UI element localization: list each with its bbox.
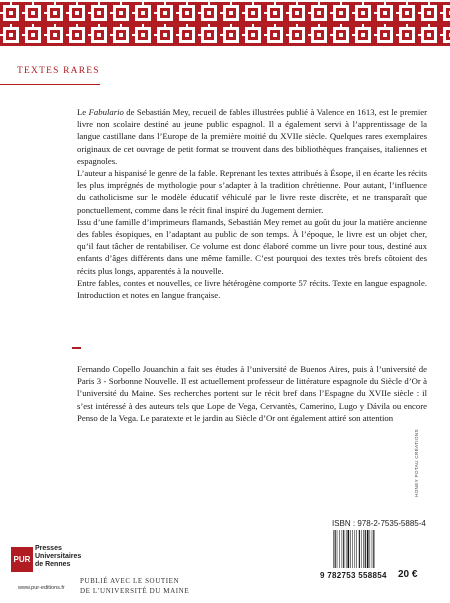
barcode-digits: 9 782753 558854 (320, 571, 387, 580)
collection-label: TEXTES RARES (17, 66, 100, 76)
author-paragraph: Fernando Copello Jouanchin a fait ses études à l’université de Buenos Aires, puis à l’université de Paris 3 - Sorbonne Nouvelle. Il est actuellement professeur de littérature espagnole du Siècle d’Or à l’université du Maine. Ses recherches portent sur le récit bref dans l’Espagne du XVIIe siècle : il s’est intéressé à des auteurs tels que Lope de Vega, Cervantès, Camerino, Lugo y Dávila ou encore Penso de la Vega. Le paratexte et le jardin au Siècle d’Or ont également attiré son attention (77, 364, 427, 423)
cover-credit: HONEY POTAU CRÉATIONS (414, 429, 419, 497)
publisher-website: www.pur-editions.fr (18, 585, 65, 591)
summary-paragraph: L’auteur a hispanisé le genre de la fable. Reprenant les textes attribués à Ésope, il en écarte les récits les plus imprégnés de mythologie pour s’adapter à la tradition chrétienne. Pour autant, l’influence du catholicisme sur le modèle éducatif véhiculé par le livre reste discrète, et ne transparaît que ponctuellement, comme dans le récit final inspiré du Jugement dernier. (77, 168, 427, 215)
author-bio (77, 363, 427, 424)
collection-rule (0, 84, 100, 85)
isbn-label: ISBN : 978-2-7535-5885-4 (332, 519, 426, 528)
price: 20 € (398, 569, 418, 580)
summary-text (77, 106, 427, 301)
publisher-logo: PUR (11, 547, 33, 572)
ornamental-pattern-band (0, 0, 450, 46)
barcode-icon (332, 530, 392, 568)
support-notice: PUBLIÉ AVEC LE SOUTIEN DE L’UNIVERSITÉ DU MAINE (80, 577, 190, 595)
publisher-name: Presses Universitaires de Rennes (35, 545, 82, 568)
summary-paragraph: Entre fables, contes et nouvelles, ce livre hétérogène comporte 57 récits. Texte en langue espagnole. Introduction et notes en langue française. (77, 277, 427, 301)
summary-paragraph: Le Fabulario de Sebastián Mey, recueil de fables illustrées publié à Valence en 1613, est le premier livre non scolaire destiné au jeune public espagnol. Il a également servi à l’apprentissage de la langue castillane dans l’Europe de la première moitié du XVIIe siècle. Quelques rares exemplaires originaux de cet ouvrage de petit format se trouvent dans des bibliothèques françaises, italiennes et espagnoles. (77, 107, 427, 166)
summary-paragraph: Issu d’une famille d’imprimeurs flamands, Sebastián Mey remet au goût du jour la matière ancienne des fables ésopiques, en l’adaptant au public de son temps. À l’époque, le livre est un objet cher, qu’il faut tâcher de rentabiliser. Ce volume est donc élaboré comme un livre pour tous, destiné aux enfants d’âges différents dans une même famille. C’est pourquoi des textes très brefs côtoient des récits plus longs, apparentés à la nouvelle. (77, 216, 427, 276)
section-divider (72, 347, 81, 349)
